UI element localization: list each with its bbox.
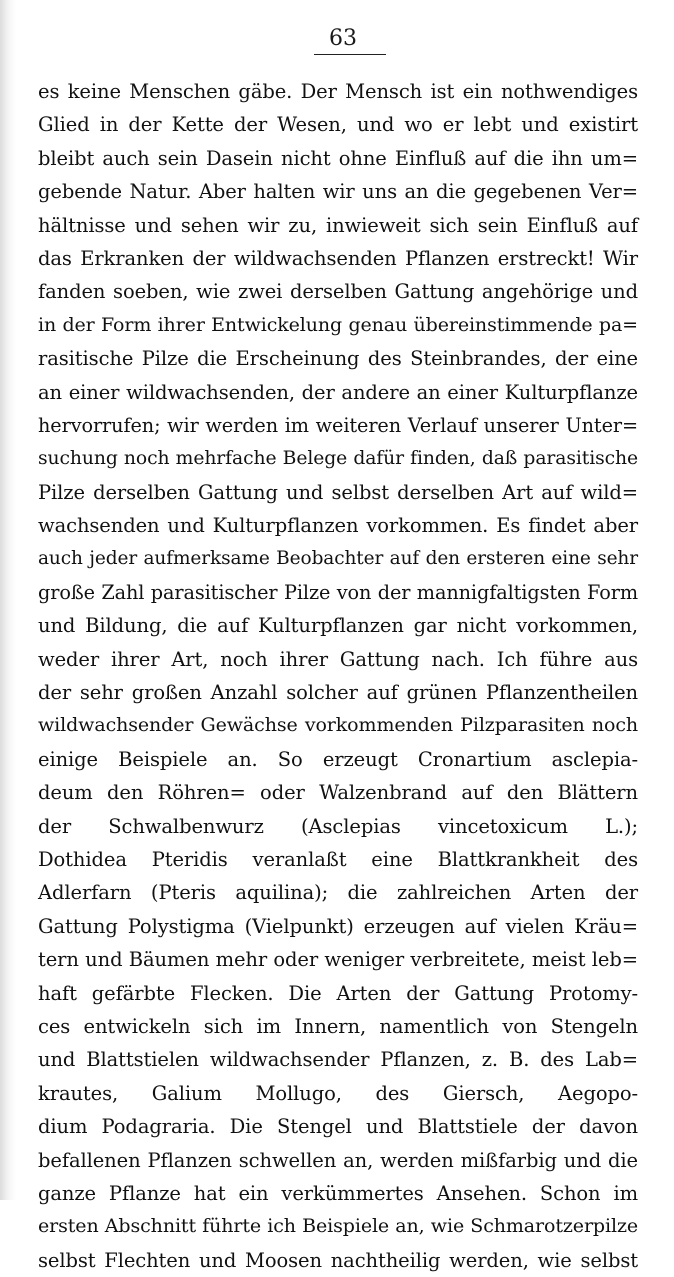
text-line: der Schwalbenwurz (Asclepias vincetoxicum L.); [38, 814, 638, 838]
page-number-rule [314, 54, 386, 55]
text-line: ganze Pflanze hat ein verkümmertes Ansehen. Schon im [38, 1181, 638, 1205]
text-line: es keine Menschen gäbe. Der Mensch ist ein nothwendiges [38, 80, 638, 103]
text-line: und Bildung, die auf Kulturpflanzen gar nicht vorkommen, [38, 614, 638, 638]
text-line: bleibt auch sein Dasein nicht ohne Einfluß auf die ihn um= [38, 146, 638, 170]
text-line: der sehr großen Anzahl solcher auf grünen Pflanzentheilen [38, 681, 638, 705]
text-line: selbst Flechten und Moosen nachtheilig werden, wie selbst [38, 1248, 638, 1272]
page-number: 63 [329, 26, 357, 51]
text-line: rasitische Pilze die Erscheinung des Steinbrandes, der eine [38, 347, 638, 371]
text-line: das Erkranken der wildwachsenden Pflanzen erstreckt! Wir [38, 246, 638, 270]
text-line: suchung noch mehrfache Belege dafür finden, daß parasitische [38, 448, 638, 470]
text-line: wachsenden und Kulturpflanzen vorkommen. Es findet aber [38, 514, 638, 538]
text-line: fanden soeben, wie zwei derselben Gattung angehörige und [38, 280, 638, 304]
text-line: große Zahl parasitischer Pilze von der mannigfaltigsten Form [38, 580, 638, 604]
text-line: haft gefärbte Flecken. Die Arten der Gattung Protomy- [38, 981, 638, 1005]
text-line: einige Beispiele an. So erzeugt Cronartium asclepia- [38, 747, 638, 771]
text-line: deum den Röhren= oder Walzenbrand auf den Blättern [38, 781, 638, 805]
text-line: an einer wildwachsenden, der andere an einer Kulturpflanze [38, 380, 638, 404]
text-line: hervorrufen; wir werden im weiteren Verlauf unserer Unter= [38, 413, 638, 437]
text-line: Gattung Polystigma (Vielpunkt) erzeugen auf vielen Kräu= [38, 914, 638, 938]
text-line: ces entwickeln sich im Innern, namentlich von Stengeln [38, 1014, 638, 1038]
text-line: dium Podagraria. Die Stengel und Blattstiele der davon [38, 1115, 638, 1139]
text-line: krautes, Galium Mollugo, des Giersch, Aegopo- [38, 1081, 638, 1105]
body-text [38, 75, 638, 1277]
text-line: wildwachsender Gewächse vorkommenden Pilzparasiten noch [38, 714, 638, 737]
text-line: weder ihrer Art, noch ihrer Gattung nach. Ich führe aus [38, 647, 638, 671]
text-line: befallenen Pflanzen schwellen an, werden mißfarbig und die [38, 1148, 638, 1172]
text-line: hältnisse und sehen wir zu, inwieweit sich sein Einfluß auf [38, 213, 638, 237]
text-line: ersten Abschnitt führte ich Beispiele an, wie Schmarotzerpilze [38, 1215, 638, 1238]
text-line: Dothidea Pteridis veranlaßt eine Blattkrankheit des [38, 847, 638, 871]
text-line: Glied in der Kette der Wesen, und wo er lebt und existirt [38, 113, 638, 137]
text-line: auch jeder aufmerksame Beobachter auf den ersteren eine sehr [38, 548, 638, 570]
text-line: und Blattstielen wildwachsender Pflanzen, z. B. des Lab= [38, 1048, 638, 1072]
text-line: in der Form ihrer Entwickelung genau übereinstimmende pa= [38, 313, 638, 336]
text-line: gebende Natur. Aber halten wir uns an die gegebenen Ver= [38, 180, 638, 204]
text-line: Pilze derselben Gattung und selbst derselben Art auf wild= [38, 480, 638, 504]
text-line: tern und Bäumen mehr oder weniger verbreitete, meist leb= [38, 948, 638, 972]
text-line: Adlerfarn (Pteris aquilina); die zahlreichen Arten der [38, 881, 638, 905]
